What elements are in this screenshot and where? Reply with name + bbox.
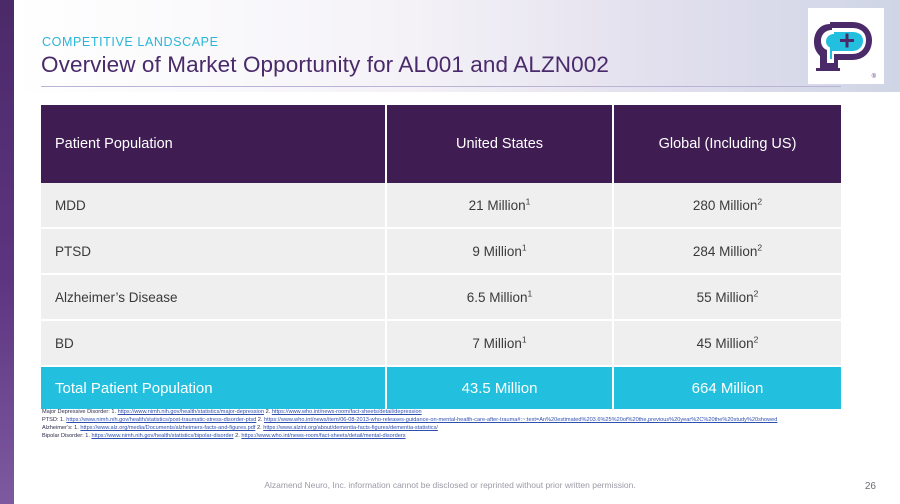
cell-us-value: 9 Million bbox=[472, 243, 522, 259]
cell-population: Alzheimer’s Disease bbox=[41, 274, 386, 320]
footnote-link[interactable]: https://www.alz.org/media/Documents/alzheimers-facts-and-figures.pdf bbox=[80, 424, 256, 431]
cell-global-value: 45 Million bbox=[696, 335, 754, 351]
footnote-link[interactable]: https://www.who.int/news-room/fact-sheets/detail/depression bbox=[271, 409, 422, 415]
cell-us-value: 6.5 Million bbox=[466, 289, 528, 305]
cell-global-value: 280 Million bbox=[692, 197, 758, 213]
table-header-row bbox=[41, 105, 841, 183]
footnote-link[interactable]: https://www.nimh.nih.gov/health/statistics/post-traumatic-stress-disorder-ptsd bbox=[66, 416, 257, 423]
footnote-row bbox=[42, 433, 832, 441]
cell-us-footnote-ref: 1 bbox=[521, 242, 527, 252]
column-header-united-states: United States bbox=[386, 105, 613, 183]
cell-total-label: Total Patient Population bbox=[41, 366, 386, 409]
footnote-label: Major Depressive Disorder: bbox=[42, 409, 110, 415]
footnote-num: 1. bbox=[85, 432, 90, 439]
cell-global-footnote-ref: 2 bbox=[757, 196, 763, 206]
footer-disclaimer: Alzamend Neuro, Inc. information cannot be disclosed or reprinted without prior written permission. bbox=[264, 480, 636, 490]
footnote-row bbox=[42, 409, 832, 417]
cell-global bbox=[613, 228, 841, 274]
column-header-global: Global (Including US) bbox=[613, 105, 841, 183]
footnote-num: 2. bbox=[257, 416, 263, 423]
registered-mark: ® bbox=[871, 74, 876, 80]
cell-population: BD bbox=[41, 320, 386, 366]
eyebrow-label: COMPETITIVE LANDSCAPE bbox=[42, 35, 219, 49]
footnote-link[interactable]: https://www.nimh.nih.gov/health/statistics/major-depression bbox=[117, 409, 265, 415]
cell-global-footnote-ref: 2 bbox=[757, 242, 763, 252]
cell-us-value: 7 Million bbox=[472, 335, 522, 351]
cell-us-footnote-ref: 1 bbox=[521, 334, 527, 344]
footnote-num: 1. bbox=[111, 409, 117, 415]
title-divider bbox=[41, 86, 841, 87]
footnote-link[interactable]: https://www.alzint.org/about/dementia-facts-figures/dementia-statistics/ bbox=[263, 424, 438, 431]
footnote-num: 1. bbox=[60, 416, 65, 423]
footnote-num: 2. bbox=[235, 432, 240, 439]
cell-global-footnote-ref: 2 bbox=[753, 334, 759, 344]
cell-us bbox=[386, 228, 613, 274]
cell-total-global: 664 Million bbox=[613, 366, 841, 409]
footnote-num: 1. bbox=[74, 424, 79, 431]
table-row bbox=[41, 228, 841, 274]
footnote-row bbox=[42, 417, 832, 425]
cell-global bbox=[613, 320, 841, 366]
footnote-row bbox=[42, 425, 832, 433]
cell-global-footnote-ref: 2 bbox=[753, 288, 759, 298]
cell-total-us: 43.5 Million bbox=[386, 366, 613, 409]
table-row bbox=[41, 183, 841, 228]
cell-global bbox=[613, 274, 841, 320]
table-body bbox=[41, 183, 841, 409]
footnote-link[interactable]: https://www.nimh.nih.gov/health/statistics/bipolar-disorder bbox=[91, 432, 234, 439]
footnote-num: 2. bbox=[265, 409, 271, 415]
footnote-num: 2. bbox=[256, 424, 262, 431]
brain-head-logo-icon bbox=[808, 8, 884, 84]
cell-global-value: 55 Million bbox=[696, 289, 754, 305]
cell-us-footnote-ref: 1 bbox=[527, 288, 533, 298]
cell-population: MDD bbox=[41, 183, 386, 228]
footnote-label: Bipolar Disorder: bbox=[42, 432, 84, 439]
page-number: 26 bbox=[864, 481, 876, 492]
market-opportunity-table bbox=[41, 105, 841, 409]
cell-us-value: 21 Million bbox=[468, 197, 526, 213]
cell-us bbox=[386, 320, 613, 366]
table-total-row bbox=[41, 366, 841, 409]
cell-us-footnote-ref: 1 bbox=[525, 196, 531, 206]
cell-global bbox=[613, 183, 841, 228]
column-header-population: Patient Population bbox=[41, 105, 386, 183]
table-row bbox=[41, 320, 841, 366]
left-accent-bar bbox=[0, 0, 14, 504]
cell-us bbox=[386, 183, 613, 228]
cell-global-value: 284 Million bbox=[692, 243, 758, 259]
table-header bbox=[41, 105, 841, 183]
footnotes bbox=[42, 409, 832, 441]
cell-us bbox=[386, 274, 613, 320]
footnote-label: Alzheimer’s: bbox=[42, 424, 73, 431]
footnote-link[interactable]: https://www.who.int/news-room/fact-sheets/detail/mental-disorders bbox=[241, 432, 406, 439]
footnote-label: PTSD: bbox=[42, 416, 59, 423]
table-row bbox=[41, 274, 841, 320]
page-title: Overview of Market Opportunity for AL001 and ALZN002 bbox=[41, 52, 609, 77]
cell-population: PTSD bbox=[41, 228, 386, 274]
footnote-link[interactable]: https://www.who.int/news/item/06-08-2013-who-releases-guidance-on-mental-health-care-after-trauma#:~:text=An%20estimated%203.6%25%20of%20the,previous%20year%2C%20the%20study%20showed bbox=[264, 416, 778, 423]
